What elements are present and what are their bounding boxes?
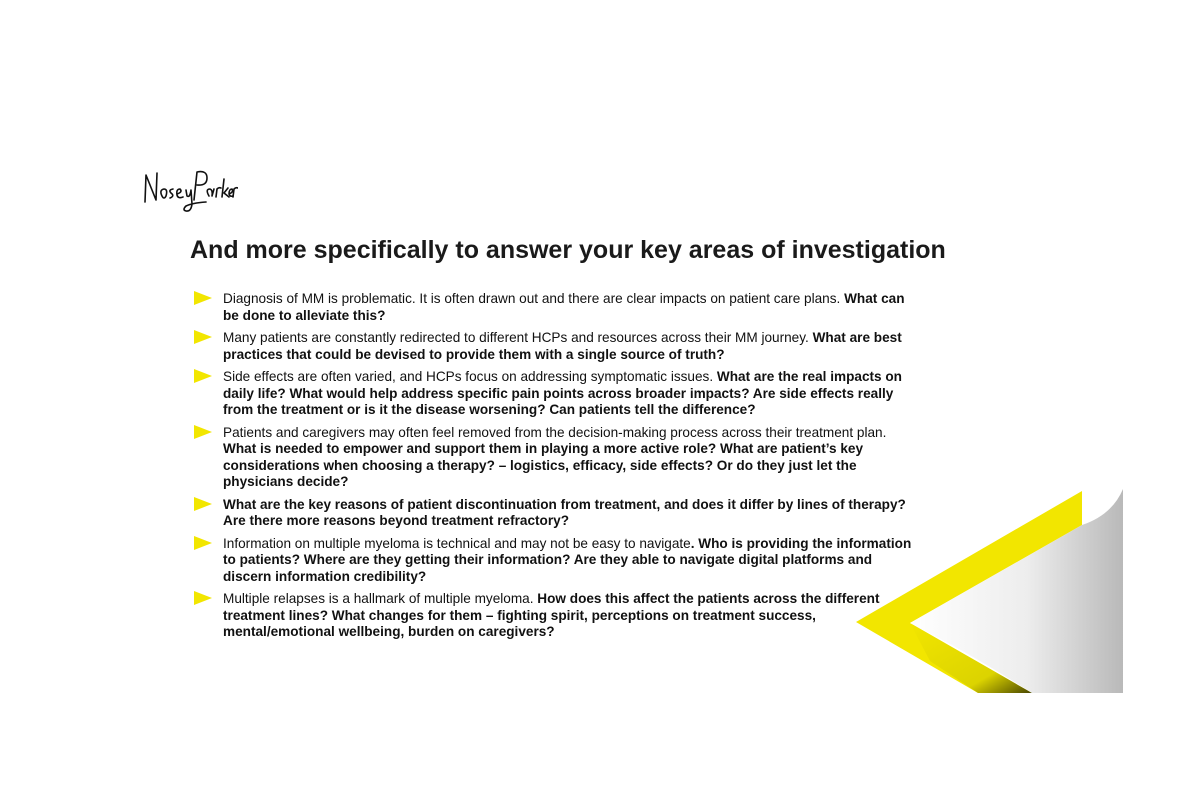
investigation-bullet-list [194,291,916,647]
yellow-arrow-bullet-icon [194,497,212,511]
yellow-arrow-bullet-icon [194,330,212,344]
bullet-regular-text: Side effects are often varied, and HCPs focus on addressing symptomatic issues. [223,369,717,384]
bullet-regular-text: Diagnosis of MM is problematic. It is often drawn out and there are clear impacts on patient care plans. [223,291,845,306]
page-title: And more specifically to answer your key areas of investigation [190,236,946,264]
bullet-bold-question: What is needed to empower and support them in playing a more active role? What are patient’s key considerations when choosing a therapy? – logistics, efficacy, side effects? Or do they just let the physicians decide? [223,441,864,489]
bullet-regular-text: Patients and caregivers may often feel removed from the decision-making process across their treatment plan. [223,424,887,440]
bullet-item [194,291,916,324]
yellow-arrow-bullet-icon [194,536,212,550]
bullet-item [194,536,916,586]
yellow-arrow-bullet-icon [194,369,212,383]
bullet-regular-text: Multiple relapses is a hallmark of multiple myeloma. [223,591,538,606]
yellow-arrow-bullet-icon [194,291,212,305]
bullet-bold-question: What are the key reasons of patient discontinuation from treatment, and does it differ by lines of therapy? Are there more reasons beyond treatment refractory? [223,496,906,528]
bullet-bold-question: What are the real impacts on daily life? What would help address specific pain points across broader impacts? Are side effects really from the treatment or is it the disease worsening? Can patients tell the difference? [223,369,902,417]
bullet-item [194,497,916,530]
bullet-item [194,425,916,491]
bullet-bold-question: . Who is providing the information to patients? Where are they getting their information? Are they able to navigate digital platforms and discern information credibility? [223,535,912,584]
bullet-item [194,591,916,641]
yellow-arrow-bullet-icon [194,591,212,605]
bullet-regular-text: Information on multiple myeloma is technical and may not be easy to navigate [223,535,691,551]
page-curl-decoration [850,485,1130,700]
yellow-arrow-bullet-icon [194,425,212,439]
bullet-regular-text: Many patients are constantly redirected to different HCPs and resources across their MM journey. [223,330,813,345]
bullet-item [194,330,916,363]
bullet-bold-question: How does this affect the patients across the different treatment lines? What changes for them – fighting spirit, perceptions on treatment success, mental/emotional wellbeing, burden on caregivers? [223,591,880,639]
bullet-bold-question: What are best practices that could be devised to provide them with a single source of truth? [223,330,902,362]
brand-logo [142,166,238,218]
bullet-bold-question: What can be done to alleviate this? [223,291,905,323]
bullet-item [194,369,916,419]
